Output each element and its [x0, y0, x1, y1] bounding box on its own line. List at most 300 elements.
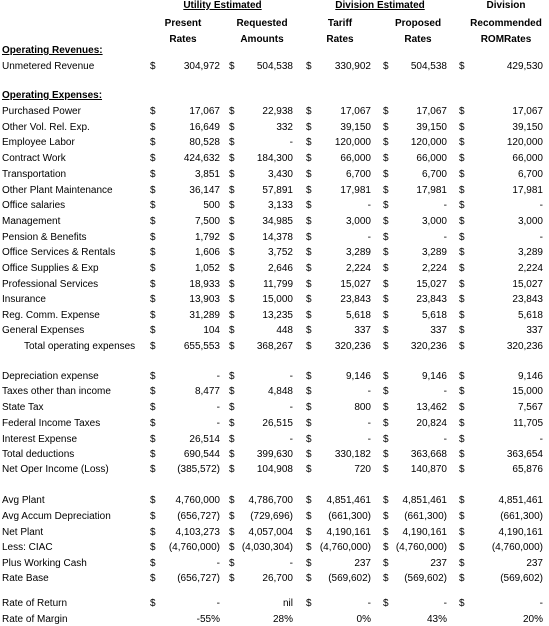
dollar-sign: $ [229, 294, 235, 305]
dollar-sign: $ [459, 137, 465, 148]
dollar-sign: $ [150, 263, 156, 274]
dollar-sign: $ [150, 418, 156, 429]
table-cell: - [289, 371, 293, 382]
table-cell: 6,700 [517, 169, 543, 180]
table-cell: 184,300 [256, 153, 293, 164]
row-label: Total deductions [2, 449, 75, 460]
table-cell: - [367, 434, 371, 445]
row-label: Purchased Power [2, 106, 81, 117]
table-cell: - [539, 434, 543, 445]
dollar-sign: $ [150, 185, 156, 196]
row-label: Professional Services [2, 279, 99, 290]
dollar-sign: $ [459, 371, 465, 382]
dollar-sign: $ [150, 279, 156, 290]
table-cell: 424,632 [183, 153, 220, 164]
row-label: Rate of Margin [2, 614, 68, 625]
section-heading: Operating Expenses: [2, 90, 103, 101]
dollar-sign: $ [459, 542, 465, 553]
table-cell: 6,700 [345, 169, 371, 180]
table-cell: 39,150 [512, 122, 543, 133]
table-cell: 3,289 [517, 247, 543, 258]
dollar-sign: $ [383, 495, 389, 506]
dollar-sign: $ [383, 106, 389, 117]
dollar-sign: $ [383, 153, 389, 164]
table-cell: 140,870 [410, 464, 447, 475]
table-cell: (385,572) [177, 464, 220, 475]
dollar-sign: $ [150, 294, 156, 305]
dollar-sign: $ [383, 61, 389, 72]
table-cell: 3,851 [194, 169, 220, 180]
table-cell: 65,876 [512, 464, 543, 475]
dollar-sign: $ [383, 511, 389, 522]
table-cell: 8,477 [194, 386, 220, 397]
dollar-sign: $ [459, 106, 465, 117]
dollar-sign: $ [306, 386, 312, 397]
row-label: Net Plant [2, 527, 44, 538]
table-cell: 368,267 [256, 341, 293, 352]
table-cell: nil [282, 598, 293, 609]
table-cell: (656,727) [177, 511, 220, 522]
table-cell: 104 [203, 325, 220, 336]
table-cell: - [539, 200, 543, 211]
dollar-sign: $ [459, 386, 465, 397]
dollar-sign: $ [306, 558, 312, 569]
dollar-sign: $ [459, 464, 465, 475]
table-cell: 720 [354, 464, 371, 475]
table-cell: - [367, 598, 371, 609]
table-cell: 1,606 [194, 247, 220, 258]
dollar-sign: $ [306, 371, 312, 382]
table-cell: (656,727) [177, 573, 220, 584]
column-header-line2: ROMRates [480, 34, 532, 45]
dollar-sign: $ [459, 449, 465, 460]
dollar-sign: $ [383, 598, 389, 609]
dollar-sign: $ [229, 232, 235, 243]
table-cell: 2,224 [517, 263, 543, 274]
table-cell: 18,933 [189, 279, 220, 290]
table-cell: 15,027 [340, 279, 371, 290]
dollar-sign: $ [306, 263, 312, 274]
table-cell: (569,602) [404, 573, 447, 584]
table-cell: 337 [430, 325, 447, 336]
dollar-sign: $ [306, 279, 312, 290]
row-label: Interest Expense [2, 434, 78, 445]
table-cell: 39,150 [340, 122, 371, 133]
dollar-sign: $ [459, 122, 465, 133]
dollar-sign: $ [229, 464, 235, 475]
table-cell: 17,067 [512, 106, 543, 117]
dollar-sign: $ [150, 216, 156, 227]
table-cell: 36,147 [189, 185, 220, 196]
row-label: Management [2, 216, 61, 227]
dollar-sign: $ [459, 402, 465, 413]
table-cell: - [443, 598, 447, 609]
row-label: Taxes other than income [2, 386, 111, 397]
dollar-sign: $ [383, 216, 389, 227]
table-cell: 3,133 [267, 200, 293, 211]
dollar-sign: $ [383, 310, 389, 321]
dollar-sign: $ [229, 402, 235, 413]
dollar-sign: $ [150, 573, 156, 584]
table-cell: 4,190,161 [326, 527, 371, 538]
row-label: Office Supplies & Exp [2, 263, 99, 274]
table-cell: 66,000 [340, 153, 371, 164]
table-cell: 22,938 [262, 106, 293, 117]
table-cell: 337 [526, 325, 543, 336]
dollar-sign: $ [459, 61, 465, 72]
table-cell: (661,300) [328, 511, 371, 522]
table-cell: - [539, 598, 543, 609]
table-cell: 4,057,004 [248, 527, 293, 538]
table-cell: 2,224 [345, 263, 371, 274]
table-cell: - [539, 232, 543, 243]
dollar-sign: $ [459, 511, 465, 522]
table-cell: (729,696) [250, 511, 293, 522]
table-cell: 3,000 [421, 216, 447, 227]
table-cell: 332 [276, 122, 293, 133]
dollar-sign: $ [150, 310, 156, 321]
dollar-sign: $ [229, 434, 235, 445]
table-cell: 31,289 [189, 310, 220, 321]
dollar-sign: $ [150, 371, 156, 382]
dollar-sign: $ [150, 153, 156, 164]
dollar-sign: $ [459, 495, 465, 506]
table-cell: - [443, 434, 447, 445]
dollar-sign: $ [150, 449, 156, 460]
table-cell: 7,500 [194, 216, 220, 227]
dollar-sign: $ [306, 527, 312, 538]
dollar-sign: $ [229, 325, 235, 336]
dollar-sign: $ [459, 573, 465, 584]
table-cell: 6,700 [421, 169, 447, 180]
table-cell: 4,190,161 [498, 527, 543, 538]
table-cell: 39,150 [416, 122, 447, 133]
row-label: Rate of Return [2, 598, 68, 609]
row-label: Total operating expenses [24, 341, 136, 352]
dollar-sign: $ [150, 598, 156, 609]
table-cell: 4,190,161 [402, 527, 447, 538]
dollar-sign: $ [383, 573, 389, 584]
table-cell: 15,027 [512, 279, 543, 290]
dollar-sign: $ [306, 341, 312, 352]
row-label: Net Oper Income (Loss) [2, 464, 109, 475]
table-cell: (4,760,000) [319, 542, 371, 553]
table-cell: 15,000 [262, 294, 293, 305]
dollar-sign: $ [459, 527, 465, 538]
table-cell: 20,824 [416, 418, 447, 429]
dollar-sign: $ [459, 279, 465, 290]
table-cell: 448 [276, 325, 293, 336]
dollar-sign: $ [229, 169, 235, 180]
table-cell: 9,146 [517, 371, 543, 382]
dollar-sign: $ [306, 294, 312, 305]
table-cell: 17,067 [416, 106, 447, 117]
row-label: Pension & Benefits [2, 232, 87, 243]
table-cell: 120,000 [334, 137, 371, 148]
table-cell: (569,602) [328, 573, 371, 584]
table-cell: 1,792 [194, 232, 220, 243]
row-label: Office Services & Rentals [2, 247, 116, 258]
dollar-sign: $ [383, 232, 389, 243]
table-cell: - [216, 418, 220, 429]
row-label: Other Plant Maintenance [2, 185, 113, 196]
dollar-sign: $ [229, 137, 235, 148]
column-header-line1: Recommended [470, 18, 542, 29]
dollar-sign: $ [229, 341, 235, 352]
table-cell: 15,027 [416, 279, 447, 290]
table-cell: 26,515 [262, 418, 293, 429]
dollar-sign: $ [150, 495, 156, 506]
column-header-line1: Requested [236, 18, 288, 29]
table-cell: 13,903 [189, 294, 220, 305]
dollar-sign: $ [383, 279, 389, 290]
table-cell: (4,760,000) [491, 542, 543, 553]
dollar-sign: $ [306, 200, 312, 211]
dollar-sign: $ [459, 294, 465, 305]
table-cell: 5,618 [421, 310, 447, 321]
table-cell: 4,103,273 [175, 527, 220, 538]
dollar-sign: $ [306, 434, 312, 445]
dollar-sign: $ [383, 386, 389, 397]
table-cell: 5,618 [345, 310, 371, 321]
dollar-sign: $ [306, 310, 312, 321]
dollar-sign: $ [383, 434, 389, 445]
dollar-sign: $ [459, 310, 465, 321]
dollar-sign: $ [150, 464, 156, 475]
table-cell: 26,700 [262, 573, 293, 584]
dollar-sign: $ [383, 402, 389, 413]
dollar-sign: $ [306, 137, 312, 148]
dollar-sign: $ [229, 386, 235, 397]
dollar-sign: $ [459, 341, 465, 352]
dollar-sign: $ [150, 247, 156, 258]
table-cell: 7,567 [517, 402, 543, 413]
dollar-sign: $ [150, 169, 156, 180]
section-heading: Operating Revenues: [2, 45, 103, 56]
dollar-sign: $ [459, 200, 465, 211]
dollar-sign: $ [459, 598, 465, 609]
table-cell: 9,146 [421, 371, 447, 382]
dollar-sign: $ [229, 185, 235, 196]
dollar-sign: $ [150, 558, 156, 569]
row-label: Contract Work [2, 153, 66, 164]
table-cell: 330,182 [334, 449, 371, 460]
table-cell: - [367, 232, 371, 243]
dollar-sign: $ [459, 434, 465, 445]
dollar-sign: $ [383, 169, 389, 180]
table-cell: 3,289 [345, 247, 371, 258]
table-cell: 34,985 [262, 216, 293, 227]
table-cell: 16,649 [189, 122, 220, 133]
table-cell: 80,528 [189, 137, 220, 148]
dollar-sign: $ [306, 418, 312, 429]
table-cell: 23,843 [340, 294, 371, 305]
table-cell: 2,646 [267, 263, 293, 274]
dollar-sign: $ [383, 247, 389, 258]
table-cell: 504,538 [256, 61, 293, 72]
table-cell: 13,235 [262, 310, 293, 321]
dollar-sign: $ [150, 511, 156, 522]
dollar-sign: $ [459, 216, 465, 227]
dollar-sign: $ [229, 61, 235, 72]
table-cell: 3,289 [421, 247, 447, 258]
dollar-sign: $ [229, 247, 235, 258]
dollar-sign: $ [306, 449, 312, 460]
dollar-sign: $ [229, 216, 235, 227]
table-cell: (661,300) [500, 511, 543, 522]
table-cell: 655,553 [183, 341, 220, 352]
dollar-sign: $ [459, 247, 465, 258]
table-cell: - [443, 386, 447, 397]
dollar-sign: $ [459, 325, 465, 336]
table-cell: - [216, 598, 220, 609]
table-cell: 320,236 [334, 341, 371, 352]
dollar-sign: $ [150, 200, 156, 211]
row-label: Other Vol. Rel. Exp. [2, 122, 90, 133]
dollar-sign: $ [306, 495, 312, 506]
dollar-sign: $ [459, 169, 465, 180]
table-cell: 66,000 [416, 153, 447, 164]
table-cell: 800 [354, 402, 371, 413]
table-cell: 237 [430, 558, 447, 569]
table-cell: 4,851,461 [326, 495, 371, 506]
row-label: Employee Labor [2, 137, 75, 148]
table-cell: - [367, 200, 371, 211]
row-label: General Expenses [2, 325, 85, 336]
table-cell: 66,000 [512, 153, 543, 164]
dollar-sign: $ [306, 185, 312, 196]
dollar-sign: $ [229, 371, 235, 382]
table-cell: 504,538 [410, 61, 447, 72]
row-label: Avg Plant [2, 495, 45, 506]
dollar-sign: $ [306, 325, 312, 336]
row-label: Unmetered Revenue [2, 61, 95, 72]
dollar-sign: $ [306, 232, 312, 243]
dollar-sign: $ [383, 464, 389, 475]
table-cell: 17,981 [512, 185, 543, 196]
dollar-sign: $ [383, 418, 389, 429]
row-label: Office salaries [2, 200, 66, 211]
group-utility-estimated: Utility Estimated [183, 0, 262, 11]
dollar-sign: $ [459, 232, 465, 243]
table-cell: - [216, 371, 220, 382]
dollar-sign: $ [306, 402, 312, 413]
table-cell: 17,981 [416, 185, 447, 196]
table-cell: - [216, 558, 220, 569]
table-cell: 57,891 [262, 185, 293, 196]
table-cell: 17,067 [189, 106, 220, 117]
dollar-sign: $ [459, 185, 465, 196]
table-cell: 363,668 [410, 449, 447, 460]
dollar-sign: $ [383, 527, 389, 538]
dollar-sign: $ [229, 542, 235, 553]
row-label: Rate Base [2, 573, 49, 584]
table-cell: (4,030,304) [241, 542, 293, 553]
dollar-sign: $ [229, 495, 235, 506]
row-label: Federal Income Taxes [2, 418, 101, 429]
table-cell: 13,462 [416, 402, 447, 413]
table-cell: 304,972 [183, 61, 220, 72]
table-cell: 500 [203, 200, 220, 211]
dollar-sign: $ [150, 137, 156, 148]
dollar-sign: $ [229, 418, 235, 429]
dollar-sign: $ [229, 511, 235, 522]
table-cell: 363,654 [506, 449, 543, 460]
dollar-sign: $ [306, 153, 312, 164]
dollar-sign: $ [383, 371, 389, 382]
column-header-line2: Amounts [240, 34, 284, 45]
table-cell: - [367, 386, 371, 397]
dollar-sign: $ [229, 527, 235, 538]
row-label: Transportation [2, 169, 67, 180]
table-cell: 2,224 [421, 263, 447, 274]
table-cell: 5,618 [517, 310, 543, 321]
table-cell: 17,067 [340, 106, 371, 117]
dollar-sign: $ [150, 527, 156, 538]
table-cell: 104,908 [256, 464, 293, 475]
table-cell: 337 [354, 325, 371, 336]
table-cell: -55% [196, 614, 220, 625]
row-label: Less: CIAC [2, 542, 53, 553]
table-cell: 28% [272, 614, 293, 625]
dollar-sign: $ [150, 542, 156, 553]
table-cell: 429,530 [506, 61, 543, 72]
dollar-sign: $ [306, 511, 312, 522]
table-cell: (661,300) [404, 511, 447, 522]
row-label: Avg Accum Depreciation [2, 511, 111, 522]
dollar-sign: $ [383, 341, 389, 352]
table-cell: (4,760,000) [168, 542, 220, 553]
dollar-sign: $ [229, 153, 235, 164]
table-cell: 4,786,700 [248, 495, 293, 506]
dollar-sign: $ [150, 402, 156, 413]
table-cell: 3,000 [517, 216, 543, 227]
table-cell: - [289, 137, 293, 148]
dollar-sign: $ [150, 232, 156, 243]
dollar-sign: $ [229, 122, 235, 133]
column-header-line1: Tariff [327, 18, 353, 29]
dollar-sign: $ [383, 449, 389, 460]
table-cell: 15,000 [512, 386, 543, 397]
table-cell: - [289, 434, 293, 445]
table-cell: 23,843 [512, 294, 543, 305]
table-cell: - [367, 418, 371, 429]
dollar-sign: $ [150, 325, 156, 336]
table-cell: - [443, 200, 447, 211]
table-cell: 4,851,461 [402, 495, 447, 506]
table-cell: 17,981 [340, 185, 371, 196]
dollar-sign: $ [459, 263, 465, 274]
column-header-line1: Proposed [394, 18, 442, 29]
table-cell: 20% [522, 614, 543, 625]
dollar-sign: $ [306, 122, 312, 133]
column-header-line2: Rates [404, 34, 432, 45]
table-cell: 23,843 [416, 294, 447, 305]
table-cell: 11,799 [263, 279, 293, 290]
row-label: Insurance [2, 294, 46, 305]
dollar-sign: $ [383, 122, 389, 133]
group-division-estimated: Division Estimated [335, 0, 425, 11]
table-cell: 320,236 [410, 341, 447, 352]
dollar-sign: $ [306, 247, 312, 258]
dollar-sign: $ [229, 279, 235, 290]
dollar-sign: $ [229, 106, 235, 117]
table-cell: - [289, 402, 293, 413]
dollar-sign: $ [229, 558, 235, 569]
table-cell: 4,760,000 [175, 495, 220, 506]
dollar-sign: $ [150, 122, 156, 133]
column-header-line2: Rates [169, 34, 197, 45]
